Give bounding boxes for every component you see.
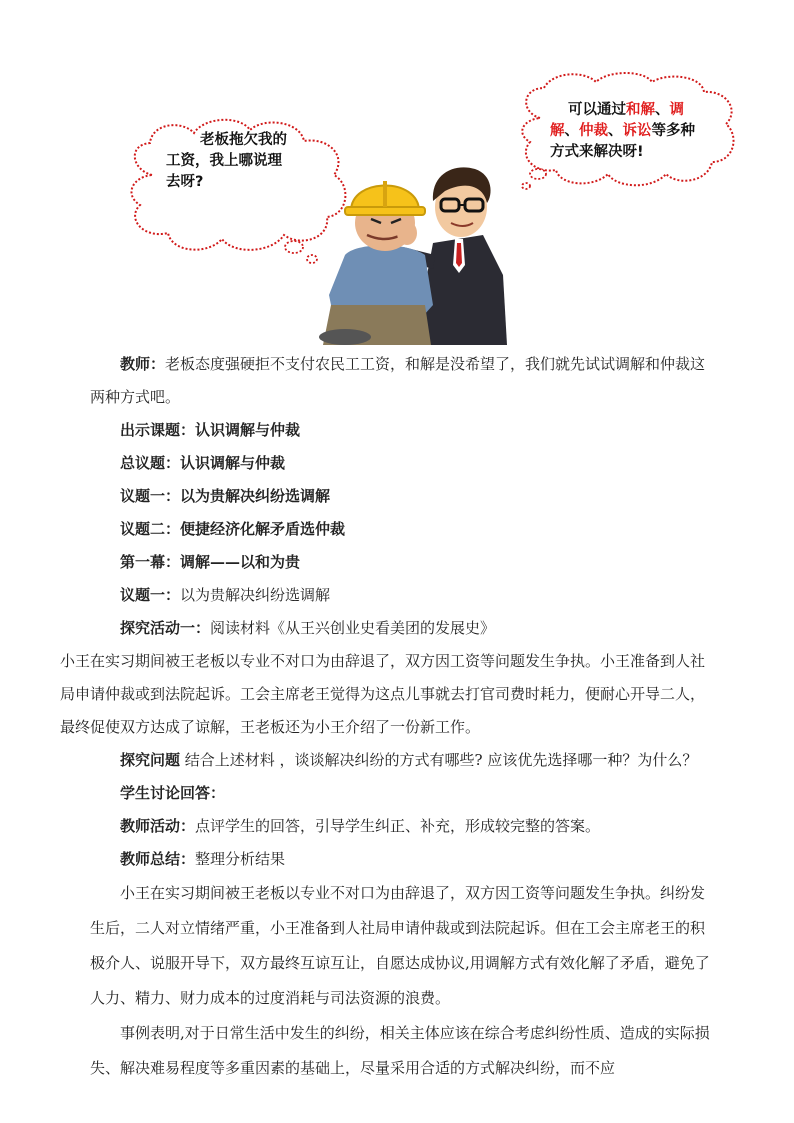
worker-and-lawyer-figure <box>315 155 525 345</box>
right-bubble-post1: 等多种 <box>651 123 695 139</box>
topic1-again-label: 议题一： <box>120 586 181 604</box>
question-text: 结合上述材料 ，谈谈解决纠纷的方式有哪些? 应该优先选择哪一种？为什么？ <box>180 751 698 769</box>
summary-paragraph-2: 事例表明,对于日常生活中发生的纠纷，相关主体应该在综合考虑纠纷性质、造成的实际损失、解决难易程度等多重因素的基础上，尽量采用合适的方式解决纠纷，而不应 <box>90 1024 710 1077</box>
teacher-activity-line <box>90 810 710 843</box>
teacher-intro-label: 教师： <box>120 355 166 373</box>
teacher-activity-label: 教师活动： <box>120 817 196 835</box>
topic1-line: 议题一：以为贵解决纠纷选调解 <box>120 487 331 505</box>
left-bubble-line2: 工资，我上哪说理 <box>166 153 282 169</box>
sep: 、 <box>608 123 623 139</box>
left-bubble-text <box>166 130 336 193</box>
teacher-summary-label: 教师总结： <box>120 850 196 868</box>
document-body <box>60 348 710 1086</box>
teacher-activity-text: 点评学生的回答，引导学生纠正、补充，形成较完整的答案。 <box>195 817 601 835</box>
material-paragraph: 小王在实习期间被王老板以专业不对口为由辞退了，双方因工资等问题发生争执。小王准备到人社局申请仲裁或到法院起诉。工会主席老王觉得为这点儿事就去打官司费时耗力，便耐心开导二人，最终促使双方达成了谅解，王老板还为小王介绍了一份新工作。 <box>60 652 706 736</box>
sep: 、 <box>564 123 579 139</box>
teacher-intro-text: 老板态度强硬拒不支付农民工工资，和解是没希望了，我们就先试试调解和仲裁这两种方式吧。 <box>90 355 706 406</box>
sep: 、 <box>655 102 670 118</box>
teacher-intro-paragraph <box>90 348 710 414</box>
topic1-again-text: 以为贵解决纠纷选调解 <box>180 586 331 604</box>
topic2-line: 议题二：便捷经济化解矛盾选仲裁 <box>120 520 346 538</box>
explore-text: 阅读材料《从王兴创业史看美团的发展史》 <box>210 619 496 637</box>
left-bubble-line3: 去呀? <box>166 174 204 190</box>
topic1-again-line <box>90 579 710 612</box>
term-conciliation: 和解 <box>626 102 655 118</box>
question-label: 探究问题 <box>120 751 181 769</box>
explore-line <box>90 612 710 645</box>
cartoon-illustration <box>110 70 740 345</box>
main-topic-line: 总议题：认识调解与仲裁 <box>120 454 286 472</box>
teacher-summary-text: 整理分析结果 <box>195 850 286 868</box>
right-bubble-post2: 方式来解决呀! <box>550 144 644 160</box>
show-topic-line: 出示课题：认识调解与仲裁 <box>120 421 301 439</box>
term-mediation-b: 解 <box>550 123 565 139</box>
term-arbitration: 仲裁 <box>579 123 608 139</box>
term-litigation: 诉讼 <box>622 123 652 139</box>
question-paragraph <box>90 744 710 777</box>
summary-paragraph-1: 小王在实习期间被王老板以专业不对口为由辞退了，双方因工资等问题发生争执。纠纷发生后，二人对立情绪严重，小王准备到人社局申请仲裁或到法院起诉。但在工会主席老王的积极介人、说服开导下，双方最终互谅互让，自愿达成协议,用调解方式有效化解了矛盾，避免了人力、精力、财力成本的过度消耗与司法资源的浪费。 <box>90 884 710 1007</box>
term-mediation-a: 调 <box>669 102 684 118</box>
student-discussion-line: 学生讨论回答： <box>120 784 226 802</box>
right-bubble-pre: 可以通过 <box>568 102 626 118</box>
teacher-summary-line <box>90 843 710 876</box>
left-bubble-line1: 老板拖欠我的 <box>200 132 287 148</box>
explore-label: 探究活动一： <box>120 619 211 637</box>
act1-title: 第一幕：调解——以和为贵 <box>120 553 301 571</box>
right-bubble-text <box>550 100 735 163</box>
